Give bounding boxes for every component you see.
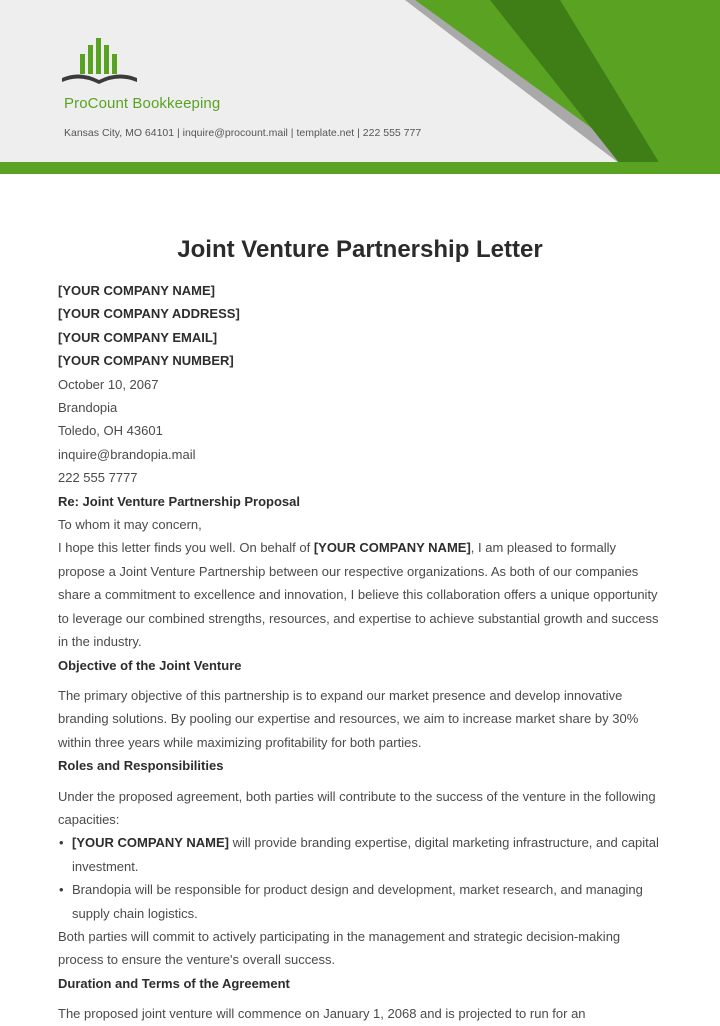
letterhead-contact-line: Kansas City, MO 64101 | inquire@procount.mail | template.net | 222 555 777: [64, 127, 422, 139]
roles-heading: Roles and Responsibilities: [58, 758, 224, 774]
recipient-city: Toledo, OH 43601: [58, 423, 163, 439]
intro-company-name: [YOUR COMPANY NAME]: [313, 540, 471, 556]
bullet-company-name: [YOUR COMPANY NAME]: [72, 835, 229, 851]
letter-subject: Re: Joint Venture Partnership Proposal: [58, 493, 300, 509]
letter-body: [58, 279, 664, 1026]
intro-text-before: I hope this letter finds you well. On behalf of: [58, 540, 314, 556]
sender-company-number: [YOUR COMPANY NUMBER]: [58, 353, 234, 369]
sender-company-address: [YOUR COMPANY ADDRESS]: [58, 306, 240, 322]
intro-paragraph: [58, 536, 664, 653]
roles-paragraph: Under the proposed agreement, both parties will contribute to the success of the venture in the following capacities:: [58, 788, 656, 827]
roles-closing-paragraph: Both parties will commit to actively participating in the management and strategic decision-making process to ensure the venture's overall success.: [58, 928, 621, 968]
objective-paragraph: The primary objective of this partnership is to expand our market presence and develop innovative branding solutions. By pooling our expertise and resources, we aim to increase market share by 30% within three years while maximizing profitability for both parties.: [58, 687, 639, 750]
letterhead-company-name: ProCount Bookkeeping: [64, 95, 221, 112]
list-item: [72, 878, 664, 925]
document-title: Joint Venture Partnership Letter: [177, 236, 543, 263]
list-item: [72, 831, 664, 878]
bullet-text: Brandopia will be responsible for product design and development, market research, and managing supply chain logistics.: [72, 882, 643, 921]
intro-text-after: , I am pleased to formally propose a Joint Venture Partnership between our respective organizations. As both of our companies share a commitment to excellence and innovation, I believe this collaboration offers a unique opportunity to leverage our combined strengths, resources, and expertise to achieve substantial growth and success in the industry.: [58, 540, 659, 650]
recipient-phone: 222 555 7777: [58, 470, 138, 486]
recipient-name: Brandopia: [58, 400, 118, 416]
bullet-text: will provide branding expertise, digital marketing infrastructure, and capital investment.: [72, 835, 659, 874]
sender-company-email: [YOUR COMPANY EMAIL]: [58, 329, 218, 345]
letterhead: [0, 0, 720, 174]
duration-paragraph: The proposed joint venture will commence on January 1, 2068 and is projected to run for an: [58, 1006, 586, 1022]
header-green-band: [0, 162, 720, 174]
roles-list: [58, 831, 664, 925]
objective-heading: Objective of the Joint Venture: [58, 657, 242, 673]
letter-salutation: To whom it may concern,: [58, 517, 202, 533]
sender-company-name: [YOUR COMPANY NAME]: [58, 283, 215, 298]
recipient-email: inquire@brandopia.mail: [58, 446, 196, 462]
bar-chart-book-icon: [60, 36, 140, 90]
letter-date: October 10, 2067: [58, 376, 159, 392]
duration-heading: Duration and Terms of the Agreement: [58, 975, 290, 991]
